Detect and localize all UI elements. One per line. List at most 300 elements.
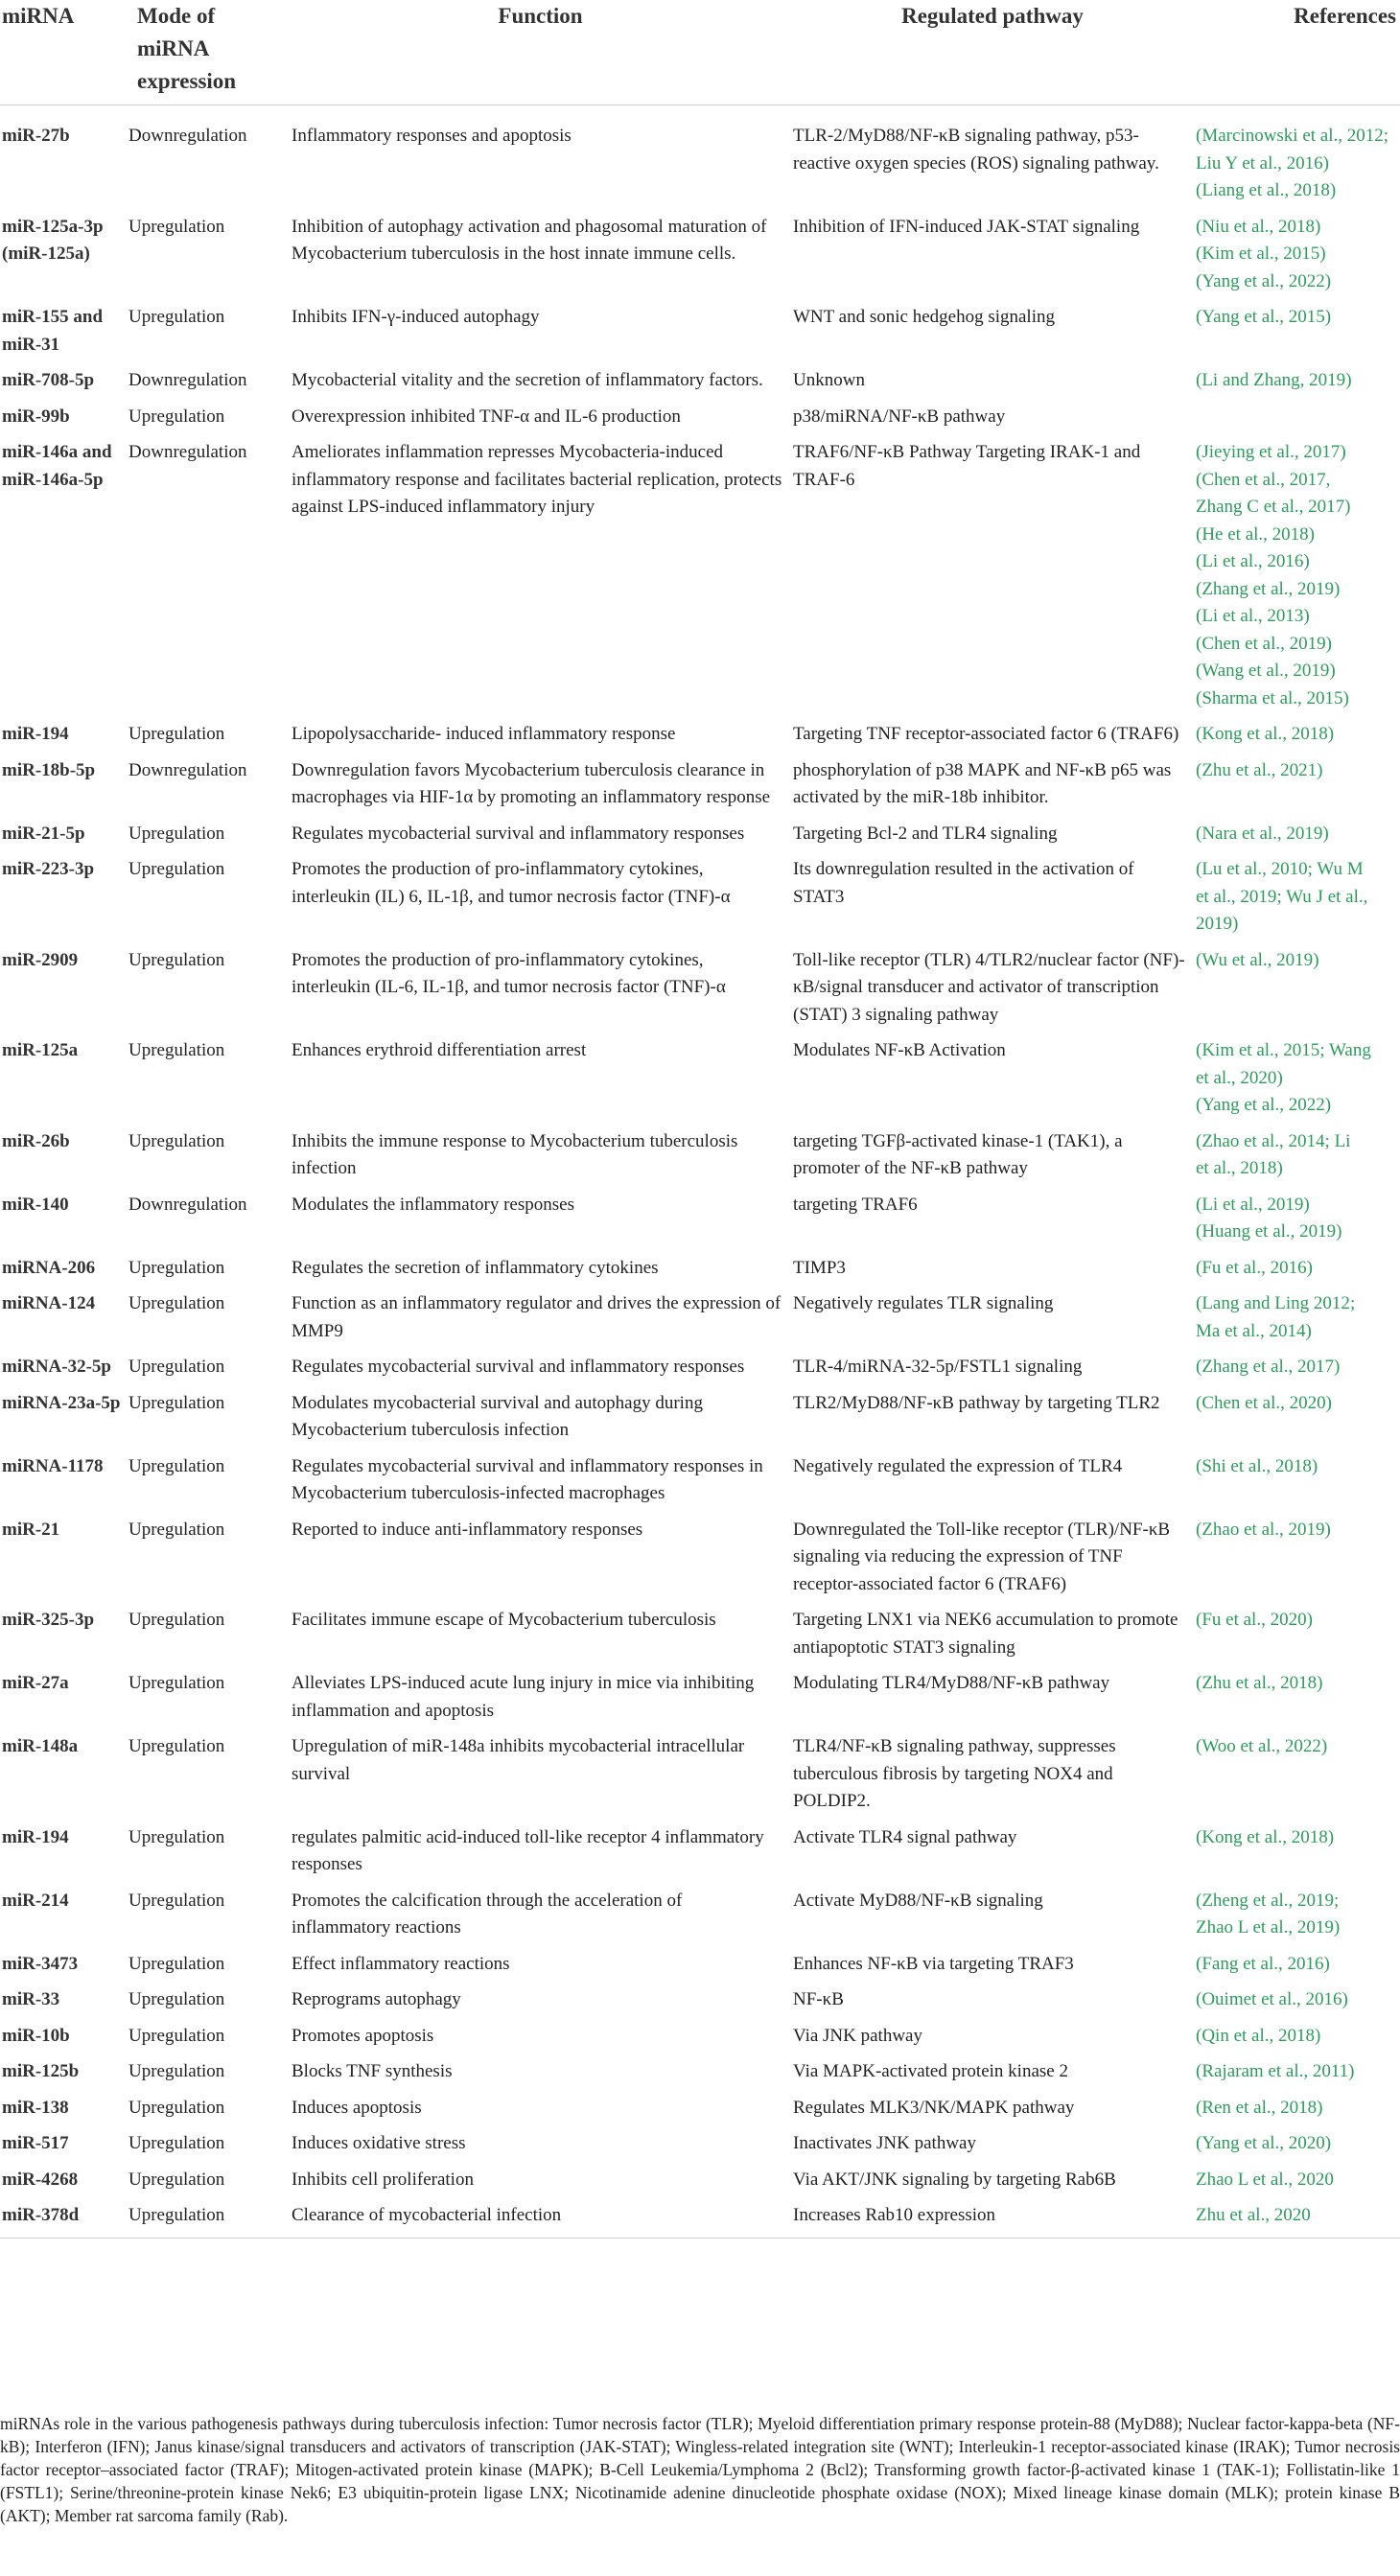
table-body	[0, 105, 1400, 2239]
expression-mode-cell: Upregulation	[128, 2061, 225, 2081]
reference-link[interactable]: ;	[1324, 1130, 1335, 1151]
reference-link[interactable]: Zhu et al., 2020	[1196, 2205, 1311, 2225]
pathway-cell: Via AKT/JNK signaling by targeting Rab6B	[793, 2169, 1116, 2190]
reference-link[interactable]: )	[1311, 1455, 1318, 1476]
reference-link[interactable]: )	[1324, 270, 1332, 291]
reference-link[interactable]: )	[1324, 307, 1332, 327]
reference-link[interactable]: Ren et al., 2018	[1202, 2097, 1318, 2118]
table-header-row	[0, 0, 1400, 105]
reference-link[interactable]: (	[1196, 126, 1202, 146]
mirna-name-cell: miR-223-3p	[2, 859, 95, 879]
expression-mode-cell: Upregulation	[128, 1953, 225, 1974]
table-row	[0, 2056, 1400, 2093]
reference-line	[1196, 214, 1400, 242]
references-cell	[1194, 854, 1400, 945]
reference-link[interactable]: Zhao et al., 2019	[1202, 1519, 1325, 1540]
expression-mode-cell: Upregulation	[128, 823, 225, 844]
reference-link[interactable]: )	[1340, 442, 1346, 462]
pathway-cell: WNT and sonic hedgehog signaling	[793, 307, 1055, 327]
reference-link[interactable]: )	[1317, 1673, 1323, 1693]
reference-line	[1196, 522, 1400, 549]
reference-link[interactable]: et al., 2018	[1196, 1158, 1277, 1178]
reference-line	[1196, 1390, 1400, 1418]
reference-link[interactable]: Lu et al., 2010	[1202, 859, 1308, 879]
reference-line	[1196, 631, 1400, 659]
expression-mode-cell: Upregulation	[128, 724, 225, 744]
reference-line	[1196, 576, 1400, 604]
table-row	[0, 2021, 1400, 2057]
reference-link[interactable]: )	[1333, 1917, 1341, 1938]
pathway-cell: TLR-4/miRNA-32-5p/FSTL1 signaling	[793, 1357, 1083, 1377]
references-cell	[1194, 755, 1400, 819]
function-cell: Function as an inflammatory regulator and drives the expression of MMP9	[292, 1293, 782, 1341]
reference-link[interactable]: Li et al., 2019	[1202, 1194, 1304, 1215]
expression-mode-cell: Upregulation	[128, 307, 225, 327]
reference-line	[1196, 494, 1400, 522]
reference-line	[1196, 1318, 1400, 1346]
reference-link[interactable]: (	[1196, 724, 1202, 744]
references-cell	[1194, 302, 1400, 365]
reference-link[interactable]: )	[1345, 370, 1352, 390]
pathway-cell: Targeting LNX1 via NEK6 accumulation to promote antiapoptotic STAT3 signaling	[793, 1610, 1178, 1658]
header-mode: Mode of miRNA expression	[128, 0, 290, 105]
reference-link[interactable]: Wu M	[1317, 859, 1364, 879]
reference-link[interactable]: (	[1196, 2025, 1202, 2046]
table-row	[0, 2093, 1400, 2129]
reference-link[interactable]: ;	[1307, 859, 1318, 879]
table-row	[0, 365, 1400, 402]
references-cell	[1194, 2056, 1400, 2093]
reference-link[interactable]: (	[1196, 551, 1202, 571]
reference-line	[1196, 1453, 1400, 1481]
reference-link[interactable]: ;	[1319, 1040, 1329, 1060]
reference-line	[1196, 177, 1400, 205]
references-cell	[1194, 1668, 1400, 1731]
mirna-name-cell: miR-155 and miR-31	[2, 307, 104, 355]
reference-line	[1196, 1128, 1400, 1156]
table-row	[0, 302, 1400, 365]
expression-mode-cell: Upregulation	[128, 859, 225, 879]
table-row	[0, 105, 1400, 212]
function-cell: Regulates mycobacterial survival and inflammatory responses in Mycobacterium tuberculosis-infected macrophages	[292, 1455, 763, 1503]
table-row	[0, 1822, 1400, 1886]
table-row	[0, 1190, 1400, 1253]
reference-link[interactable]: Zheng et al., 2019	[1202, 1890, 1335, 1911]
reference-link[interactable]: Chen et al., 2020	[1202, 1392, 1326, 1413]
function-cell: Regulates the secretion of inflammatory cytokines	[292, 1257, 659, 1278]
expression-mode-cell: Upregulation	[128, 2097, 225, 2118]
mirna-name-cell: miR-378d	[0, 2200, 128, 2238]
mirna-name-cell: miR-708-5p	[2, 370, 95, 390]
reference-line	[1196, 1670, 1400, 1698]
reference-link[interactable]: (	[1196, 442, 1202, 462]
reference-link[interactable]: )	[1306, 1610, 1313, 1630]
reference-link[interactable]: Li and Zhang, 2019	[1202, 370, 1346, 390]
reference-link[interactable]: Shi et al., 2018	[1202, 1455, 1312, 1476]
mirna-name-cell: miR-10b	[2, 2025, 70, 2046]
function-cell: Effect inflammatory reactions	[292, 1953, 510, 1974]
reference-link[interactable]: )	[1313, 949, 1319, 970]
expression-mode-cell: Upregulation	[128, 1130, 225, 1151]
expression-mode-cell: Upregulation	[128, 2169, 225, 2190]
reference-line	[1196, 2023, 1400, 2051]
pathway-cell: Toll-like receptor (TLR) 4/TLR2/nuclear factor (NF)-κB/signal transducer and activator of transcription (STAT) 3 signaling pathway	[793, 949, 1185, 1025]
table-row	[0, 1731, 1400, 1822]
reference-line	[1196, 548, 1400, 576]
reference-link[interactable]: )	[1324, 1095, 1332, 1115]
reference-link[interactable]: Lang and Ling 2012	[1202, 1293, 1350, 1313]
reference-line	[1196, 1255, 1400, 1283]
reference-link[interactable]: (	[1196, 180, 1202, 200]
reference-link[interactable]: (	[1196, 2061, 1202, 2081]
references-cell	[1194, 212, 1400, 303]
pathway-cell: Targeting TNF receptor-associated factor 6 (TRAF6)	[793, 724, 1179, 744]
reference-link[interactable]: Zhang et al., 2019	[1202, 578, 1335, 599]
reference-link[interactable]: Liang et al., 2018	[1202, 180, 1330, 200]
expression-mode-cell: Downregulation	[128, 126, 247, 146]
reference-link[interactable]: ;	[1383, 126, 1389, 146]
reference-link[interactable]: )	[1327, 724, 1335, 744]
pathway-cell: phosphorylation of p38 MAPK and NF-κB p65 was activated by the miR-18b inhibitor.	[793, 759, 1172, 807]
reference-line	[1196, 2095, 1400, 2123]
reference-link[interactable]: ;	[1276, 886, 1287, 907]
references-cell	[1194, 1886, 1400, 1949]
reference-line	[1196, 367, 1400, 395]
reference-link[interactable]: (	[1196, 1673, 1202, 1693]
reference-line	[1196, 1218, 1400, 1246]
references-cell	[1194, 1388, 1400, 1451]
references-cell	[1194, 1949, 1400, 1985]
function-cell: Inhibition of autophagy activation and phagosomal maturation of Mycobacterium tuberculosis in the host innate immune cells.	[292, 216, 767, 264]
references-cell	[1194, 1288, 1400, 1352]
reference-link[interactable]: Zhu et al., 2021	[1202, 759, 1318, 780]
function-cell: Clearance of mycobacterial infection	[290, 2200, 791, 2238]
reference-link[interactable]: Woo et al., 2022	[1202, 1736, 1321, 1756]
reference-link[interactable]: (	[1196, 1221, 1202, 1242]
reference-line	[1196, 1888, 1400, 1915]
reference-link[interactable]: (	[1196, 1357, 1202, 1377]
reference-link[interactable]: Ma et al., 2014	[1196, 1320, 1306, 1341]
reference-link[interactable]: ;	[1334, 1890, 1340, 1911]
reference-link[interactable]: Li et al., 2016	[1202, 551, 1304, 571]
reference-link[interactable]: (	[1196, 2097, 1202, 2118]
reference-link[interactable]: et al., 2020	[1196, 1067, 1277, 1088]
reference-link[interactable]: (	[1196, 307, 1202, 327]
references-cell	[1194, 945, 1400, 1036]
expression-mode-cell: Upregulation	[128, 1989, 225, 2009]
pathway-cell: Activate MyD88/NF-κB signaling	[793, 1890, 1043, 1911]
reference-link[interactable]: Zhao et al., 2014	[1202, 1130, 1325, 1151]
reference-link[interactable]: Fang et al., 2016	[1202, 1953, 1324, 1974]
reference-link[interactable]: )	[1319, 244, 1326, 264]
reference-link[interactable]: (	[1196, 1095, 1202, 1115]
references-cell	[1194, 1253, 1400, 1289]
reference-link[interactable]: (	[1196, 578, 1202, 599]
reference-link[interactable]: )	[1308, 523, 1315, 545]
reference-link[interactable]: Marcinowski et al., 2012	[1202, 126, 1384, 146]
reference-link[interactable]: (	[1196, 859, 1202, 879]
pathway-cell: Unknown	[793, 370, 865, 390]
expression-mode-cell: Upregulation	[128, 1519, 225, 1540]
reference-link[interactable]: Wu et al., 2019	[1202, 949, 1314, 970]
reference-link[interactable]: 2019	[1196, 914, 1232, 934]
reference-link[interactable]: (	[1196, 244, 1202, 264]
reference-link[interactable]: (	[1196, 370, 1202, 390]
reference-link[interactable]: )	[1342, 687, 1349, 708]
reference-link[interactable]: (	[1196, 469, 1202, 490]
mirna-name-cell: miRNA-32-5p	[2, 1357, 111, 1377]
reference-line	[1196, 1037, 1400, 1065]
reference-link[interactable]: (	[1196, 1890, 1202, 1911]
reference-link[interactable]: (	[1196, 216, 1202, 237]
references-cell	[1194, 365, 1400, 402]
reference-link[interactable]: )	[1324, 1519, 1331, 1540]
reference-link[interactable]: Zhu et al., 2018	[1202, 1673, 1318, 1693]
pathway-cell: Increases Rab10 expression	[791, 2200, 1194, 2238]
reference-link[interactable]: Li	[1334, 1130, 1351, 1151]
reference-link[interactable]: )	[1329, 661, 1336, 681]
reference-link[interactable]: Yang et al., 2022	[1202, 1095, 1325, 1115]
reference-link[interactable]: )	[1344, 497, 1351, 517]
reference-link[interactable]: Jieying et al., 2017	[1202, 442, 1341, 462]
pathway-cell: TLR2/MyD88/NF-κB pathway by targeting TLR2	[793, 1392, 1160, 1413]
mirna-name-cell: miR-18b-5p	[2, 759, 96, 780]
table-row	[0, 1352, 1400, 1388]
reference-link[interactable]: (	[1196, 1826, 1202, 1847]
reference-link[interactable]: )	[1303, 551, 1310, 571]
reference-line	[1196, 1517, 1400, 1544]
function-cell: Ameliorates inflammation represses Mycobacteria-induced inflammatory response and facilitates bacterial replication, protects against LPS-induced inflammatory injury	[292, 442, 782, 517]
references-cell	[1194, 1352, 1400, 1388]
reference-link[interactable]: Qin et al., 2018	[1202, 2025, 1316, 2046]
reference-link[interactable]: Sharma et al., 2015	[1202, 687, 1343, 708]
expression-mode-cell: Upregulation	[128, 216, 225, 237]
reference-link[interactable]: (	[1196, 1455, 1202, 1476]
reference-link[interactable]: Nara et al., 2019	[1202, 823, 1323, 844]
reference-link[interactable]: Yang et al., 2020	[1202, 2133, 1325, 2153]
reference-link[interactable]: (	[1196, 1989, 1202, 2009]
reference-link[interactable]: )	[1320, 1736, 1328, 1756]
references-cell	[1194, 1731, 1400, 1822]
pathway-cell: TLR4/NF-κB signaling pathway, suppresses tuberculous fibrosis by targeting NOX4 and POLDIP2.	[793, 1736, 1116, 1811]
reference-link[interactable]: (	[1196, 523, 1202, 545]
reference-link[interactable]: )	[1323, 1953, 1330, 1974]
reference-line	[1196, 911, 1400, 939]
reference-link[interactable]: (	[1196, 687, 1202, 708]
function-cell: Upregulation of miR-148a inhibits mycobacterial intracellular survival	[292, 1736, 745, 1784]
reference-link[interactable]: (	[1196, 1040, 1202, 1060]
mirna-name-cell: miR-214	[2, 1890, 69, 1911]
function-cell: Inhibits the immune response to Mycobacterium tuberculosis infection	[292, 1130, 738, 1178]
reference-link[interactable]: )	[1342, 1989, 1348, 2009]
reference-link[interactable]: Chen et al., 2019	[1202, 633, 1326, 654]
reference-link[interactable]: )	[1334, 578, 1341, 599]
header-mirna: miRNA	[0, 0, 128, 105]
reference-link[interactable]: (	[1196, 270, 1202, 291]
reference-line	[1196, 721, 1400, 749]
reference-link[interactable]: )	[1336, 1221, 1342, 1242]
reference-link[interactable]: et al., 2019	[1196, 886, 1277, 907]
function-cell: Alleviates LPS-induced acute lung injury in mice via inhibiting inflammation and apoptosis	[292, 1673, 755, 1721]
reference-link[interactable]: (	[1196, 606, 1202, 626]
table-row	[0, 1886, 1400, 1949]
pathway-cell: Targeting Bcl-2 and TLR4 signaling	[793, 823, 1058, 844]
mirna-name-cell: miR-517	[2, 2133, 69, 2153]
references-cell	[1194, 105, 1400, 212]
reference-link[interactable]: (	[1196, 823, 1202, 844]
table-row	[0, 402, 1400, 438]
reference-link[interactable]: Zhang et al., 2017	[1202, 1357, 1335, 1377]
reference-link[interactable]: (	[1196, 1293, 1202, 1313]
reference-line	[1196, 603, 1400, 631]
pathway-cell: Inhibition of IFN-induced JAK-STAT signaling	[793, 216, 1140, 237]
reference-link[interactable]: (	[1196, 1130, 1202, 1151]
reference-link[interactable]: (	[1196, 1519, 1202, 1540]
expression-mode-cell: Upregulation	[128, 1736, 225, 1756]
reference-link[interactable]: )	[1303, 606, 1310, 626]
references-cell	[1194, 1515, 1400, 1606]
references-cell	[1194, 2165, 1400, 2201]
function-cell: Promotes apoptosis	[292, 2025, 434, 2046]
reference-link[interactable]: (	[1196, 661, 1202, 681]
reference-link[interactable]: )	[1315, 216, 1321, 237]
reference-link[interactable]: (	[1196, 1194, 1202, 1215]
expression-mode-cell: Upregulation	[128, 1610, 225, 1630]
reference-link[interactable]: )	[1317, 759, 1323, 780]
reference-link[interactable]: Liu Y et al., 2016	[1196, 152, 1323, 174]
reference-link[interactable]: Kong et al., 2018	[1202, 724, 1328, 744]
reference-link[interactable]: )	[1306, 1257, 1313, 1278]
reference-link[interactable]: (	[1196, 1953, 1202, 1974]
expression-mode-cell: Upregulation	[128, 2025, 225, 2046]
expression-mode-cell: Downregulation	[128, 1194, 247, 1215]
reference-line	[1196, 1607, 1400, 1635]
reference-link[interactable]: )	[1325, 1392, 1332, 1413]
function-cell: Regulates mycobacterial survival and inflammatory responses	[292, 1357, 745, 1377]
reference-line	[1196, 1951, 1400, 1979]
references-cell	[1194, 819, 1400, 855]
references-cell	[1194, 1605, 1400, 1668]
pathway-cell: TLR-2/MyD88/NF-κB signaling pathway, p53-reactive oxygen species (ROS) signaling pathway.	[793, 126, 1159, 174]
reference-line	[1196, 268, 1400, 296]
reference-line	[1196, 1065, 1400, 1093]
function-cell: Inflammatory responses and apoptosis	[292, 126, 572, 146]
expression-mode-cell: Downregulation	[128, 370, 247, 390]
mirna-name-cell: miR-125a	[2, 1040, 79, 1060]
reference-link[interactable]: )	[1317, 2097, 1323, 2118]
reference-link[interactable]: Wu J et al.,	[1286, 886, 1368, 907]
reference-link[interactable]: (	[1196, 1257, 1202, 1278]
function-cell: regulates palmitic acid-induced toll-like receptor 4 inflammatory responses	[292, 1826, 764, 1874]
reference-link[interactable]: (	[1196, 633, 1202, 654]
reference-link[interactable]: )	[1322, 823, 1329, 844]
mirna-name-cell: miR-148a	[2, 1736, 79, 1756]
reference-link[interactable]: )	[1276, 1067, 1283, 1088]
reference-link[interactable]: Fu et al., 2020	[1202, 1610, 1307, 1630]
reference-link[interactable]: Zhao L et al., 2020	[1196, 2169, 1334, 2190]
reference-link[interactable]: ;	[1349, 1293, 1356, 1313]
references-cell	[1194, 1190, 1400, 1253]
reference-link[interactable]: Kong et al., 2018	[1202, 1826, 1328, 1847]
reference-link[interactable]: Wang	[1328, 1040, 1371, 1060]
pathway-cell: Downregulated the Toll-like receptor (TLR)/NF-κB signaling via reducing the expression of TNF receptor-associated factor 6 (TRAF6)	[793, 1519, 1171, 1594]
function-cell: Promotes the calcification through the acceleration of inflammatory reactions	[292, 1890, 683, 1938]
pathway-cell: targeting TRAF6	[793, 1194, 918, 1215]
reference-link[interactable]: Wang et al., 2019	[1202, 661, 1330, 681]
mirna-name-cell: miR-2909	[2, 949, 79, 970]
function-cell: Downregulation favors Mycobacterium tuberculosis clearance in macrophages via HIF-1α by promoting an inflammatory response	[292, 759, 771, 807]
reference-link[interactable]: )	[1322, 152, 1329, 174]
reference-link[interactable]: )	[1324, 2133, 1332, 2153]
expression-mode-cell: Upregulation	[128, 406, 225, 427]
reference-link[interactable]: )	[1334, 1357, 1341, 1377]
reference-link[interactable]: )	[1329, 180, 1337, 200]
reference-link[interactable]: Yang et al., 2015	[1202, 307, 1325, 327]
pathway-cell: targeting TGFβ-activated kinase-1 (TAK1), a promoter of the NF-κB pathway	[793, 1130, 1123, 1178]
references-cell	[1194, 402, 1400, 438]
reference-link[interactable]: )	[1232, 914, 1239, 934]
reference-line	[1196, 884, 1400, 912]
reference-link[interactable]: Li et al., 2013	[1202, 606, 1304, 626]
mirna-name-cell: miR-21	[2, 1519, 60, 1540]
function-cell: Facilitates immune escape of Mycobacterium tuberculosis	[292, 1610, 716, 1630]
reference-link[interactable]: Kim et al., 2015	[1202, 1040, 1320, 1060]
pathway-cell: Modulates NF-κB Activation	[793, 1040, 1006, 1060]
mirna-name-cell: miRNA-206	[2, 1257, 96, 1278]
reference-link[interactable]: (	[1196, 1736, 1202, 1756]
reference-link[interactable]: )	[1325, 633, 1332, 654]
reference-link[interactable]: Rajaram et al., 2011	[1202, 2061, 1349, 2081]
mirna-name-cell: miR-33	[2, 1989, 60, 2009]
reference-line	[1196, 1354, 1400, 1381]
reference-link[interactable]: (	[1196, 759, 1202, 780]
reference-link[interactable]: (	[1196, 949, 1202, 970]
expression-mode-cell: Upregulation	[128, 1890, 225, 1911]
reference-link[interactable]: Fu et al., 2016	[1202, 1257, 1307, 1278]
reference-line	[1196, 467, 1400, 495]
reference-link[interactable]: )	[1303, 1194, 1310, 1215]
function-cell: Regulates mycobacterial survival and inflammatory responses	[292, 823, 745, 844]
reference-link[interactable]: )	[1305, 1320, 1312, 1341]
reference-link[interactable]: )	[1327, 1826, 1335, 1847]
table-row	[0, 945, 1400, 1036]
reference-link[interactable]: Huang et al., 2019	[1202, 1221, 1337, 1242]
expression-mode-cell: Downregulation	[128, 759, 247, 780]
reference-line	[1196, 658, 1400, 685]
reference-link[interactable]: Chen et al., 2017	[1202, 469, 1326, 490]
reference-link[interactable]: Niu et al., 2018	[1202, 216, 1316, 237]
reference-link[interactable]: He et al., 2018	[1202, 523, 1309, 545]
pathway-cell: Negatively regulated the expression of TLR4	[793, 1455, 1123, 1476]
reference-line	[1196, 821, 1400, 848]
table-row	[0, 212, 1400, 303]
references-cell	[1194, 1035, 1400, 1126]
reference-link[interactable]: Kim et al., 2015	[1202, 244, 1320, 264]
reference-link[interactable]: Zhang C et al., 2017	[1196, 497, 1345, 517]
reference-link[interactable]: ,	[1325, 469, 1331, 490]
reference-link[interactable]: (	[1196, 2133, 1202, 2153]
function-cell: Modulates mycobacterial survival and autophagy during Mycobacterium tuberculosis infection	[292, 1392, 703, 1440]
reference-link[interactable]: Ouimet et al., 2016	[1202, 1989, 1342, 2009]
reference-link[interactable]: Zhao L et al., 2019	[1196, 1917, 1334, 1938]
reference-link[interactable]: )	[1348, 2061, 1355, 2081]
reference-link[interactable]: Yang et al., 2022	[1202, 270, 1325, 291]
reference-link[interactable]: (	[1196, 1392, 1202, 1413]
reference-link[interactable]: (	[1196, 1610, 1202, 1630]
reference-link[interactable]: )	[1276, 1158, 1283, 1178]
function-cell: Mycobacterial vitality and the secretion of inflammatory factors.	[292, 370, 763, 390]
reference-link[interactable]: )	[1315, 2025, 1321, 2046]
